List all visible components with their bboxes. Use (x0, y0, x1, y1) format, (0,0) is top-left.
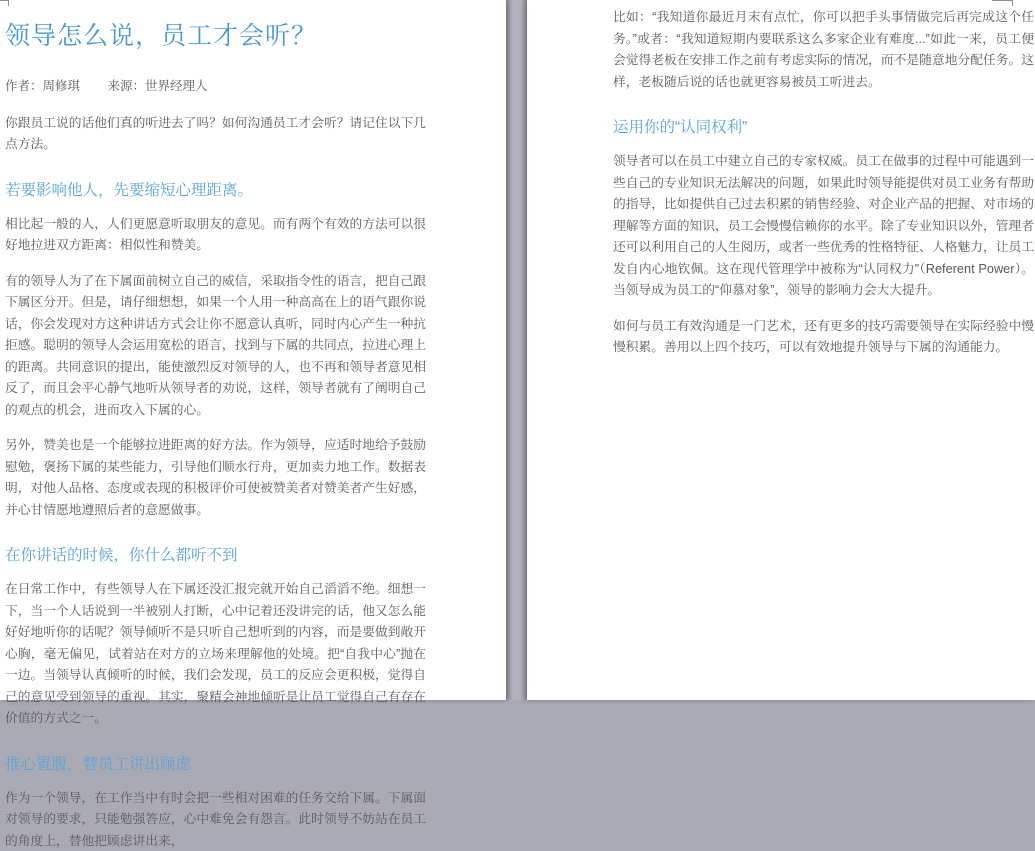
article-title: 领导怎么说，员工才会听？ (5, 20, 426, 53)
paragraph: 领导者可以在员工中建立自己的专家权威。员工在做事的过程中可能遇到一些自己的专业知识无法解决的问题，如果此时领导能提供对员工业务有帮助的指导，比如提供自己过去积累的销售经验、对企业产品的把握、对市场的理解等方面的知识，员工会慢慢信赖你的水平。除了专业知识以外，管理者还可以利用自己的人生阅历，或者一些优秀的性格特征、人格魅力，让员工发自内心地钦佩。这在现代管理学中被称为“认同权力”（Referent Power）。当领导成为员工的“仰慕对象”，领导的影响力会大大提升。 (613, 150, 1034, 301)
page-gap (506, 0, 527, 700)
byline (5, 76, 426, 98)
paragraph: 在日常工作中，有些领导人在下属还没汇报完就开始自己滔滔不绝。细想一下，当一个人话说到一半被别人打断，心中记着还没讲完的话，他又怎么能好好地听你的话呢？领导倾听不是只听自己想听到的内容，而是要做到敞开心胸，毫无偏见，试着站在对方的立场来理解他的处境。把“自我中心”抛在一边。当领导认真倾听的时候，我们会发现，员工的反应会更积极，觉得自己的意见受到领导的重视。其实，聚精会神地倾听是让员工觉得自己有存在价值的方式之一。 (5, 578, 426, 729)
right-page-content (613, 0, 1034, 358)
page-corner-mark-right (992, 0, 1013, 6)
author-label: 作者：周修琪 (5, 79, 80, 93)
left-page-content (5, 0, 426, 851)
paragraph-conclusion: 如何与员工有效沟通是一门艺术，还有更多的技巧需要领导在实际经验中慢慢积累。善用以上四个技巧，可以有效地提升领导与下属的沟通能力。 (613, 315, 1034, 358)
paragraph-intro: 你跟员工说的话他们真的听进去了吗？如何沟通员工才会听？请记住以下几点方法。 (5, 112, 426, 155)
section-heading-speak-concerns: 推心置腹，替员工讲出顾虑 (5, 754, 426, 775)
section-heading-referent-power: 运用你的“认同权利” (613, 117, 1034, 138)
paragraph: 有的领导人为了在下属面前树立自己的威信，采取指令性的语言，把自己跟下属区分开。但是，请仔细想想，如果一个人用一种高高在上的语气跟你说话，你会发现对方这种讲话方式会让你不愿意认真听，同时内心产生一种抗拒感。聪明的领导人会运用宽松的语言，找到与下属的共同点，拉进心理上的距离。共同意识的提出，能使激烈反对领导的人，也不再和领导者意见相反了，而且会平心静气地听从领导者的劝说，这样，领导者就有了阐明自己的观点的机会，进而攻入下属的心。 (5, 270, 426, 421)
paragraph: 另外，赞美也是一个能够拉进距离的好方法。作为领导，应适时地给予鼓励慰勉，褒扬下属的某些能力，引导他们顺水行舟，更加卖力地工作。数据表明，对他人品格、态度或表现的积极评价可使被赞美者对赞美者产生好感，并心甘情愿地遵照后者的意愿做事。 (5, 434, 426, 520)
document-page-left[interactable] (0, 0, 506, 700)
paragraph: 比如：“我知道你最近月末有点忙，你可以把手头事情做完后再完成这个任务。”或者：“我知道短期内要联系这么多家企业有难度...”如此一来，员工便会觉得老板在安排工作之前有考虑实际的情况，而不是随意地分配任务。这样，老板随后说的话也就更容易被员工听进去。 (613, 6, 1034, 92)
document-page-right[interactable] (527, 0, 1035, 700)
section-heading-listening: 在你讲话的时候，你什么都听不到 (5, 545, 426, 566)
page-corner-mark-left (0, 0, 9, 6)
section-heading-psych-distance: 若要影响他人，先要缩短心理距离。 (5, 180, 426, 201)
paragraph: 相比起一般的人，人们更愿意听取朋友的意见。而有两个有效的方法可以很好地拉进双方距离：相似性和赞美。 (5, 213, 426, 256)
source-label: 来源：世界经理人 (108, 79, 208, 93)
paragraph: 作为一个领导，在工作当中有时会把一些相对困难的任务交给下属。下属面对领导的要求，只能勉强答应，心中难免会有怨言。此时领导不妨站在员工的角度上，替他把顾虑讲出来， (5, 787, 426, 851)
